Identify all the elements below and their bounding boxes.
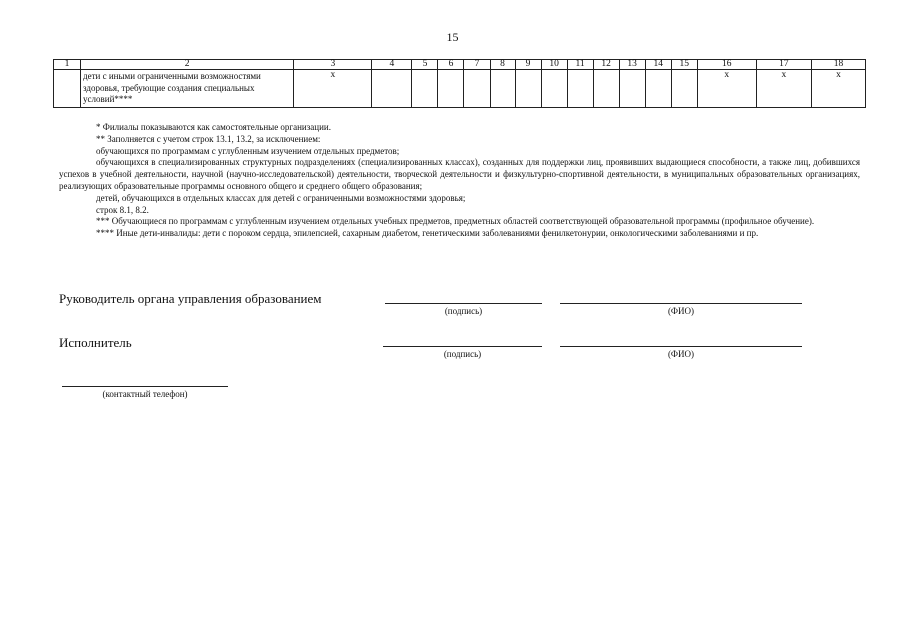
footnote: * Филиалы показываются как самостоятельные организации. — [96, 122, 332, 132]
table-cell: х — [294, 70, 372, 108]
table-cell — [619, 70, 645, 108]
table-cell — [645, 70, 671, 108]
footnote: обучающихся по программам с углубленным изучением отдельных предметов; — [96, 145, 400, 156]
column-number: 11 — [567, 60, 593, 70]
table-cell — [541, 70, 567, 108]
column-number: 4 — [372, 60, 412, 70]
column-number: 1 — [54, 60, 81, 70]
data-table — [53, 59, 866, 108]
table-cell — [593, 70, 619, 108]
table-cell — [438, 70, 464, 108]
name-caption: (ФИО) — [667, 349, 695, 359]
column-number: 6 — [438, 60, 464, 70]
footnote: строк 8.1, 8.2. — [96, 204, 149, 215]
table-cell — [515, 70, 541, 108]
table-cell: х — [697, 70, 756, 108]
column-number: 7 — [464, 60, 490, 70]
table-cell — [671, 70, 697, 108]
table-cell — [567, 70, 593, 108]
table-cell — [54, 70, 81, 108]
table-cell — [412, 70, 438, 108]
page-number: 15 — [446, 30, 459, 44]
row-description: дети с иными ограниченными возможностями здоровья, требующие создания специальных условий**** — [81, 70, 294, 108]
phone-caption: (контактный телефон) — [102, 389, 188, 399]
head-name-line — [560, 303, 802, 304]
signature-caption: (подпись) — [443, 349, 482, 359]
column-number: 16 — [697, 60, 756, 70]
table-cell: х — [811, 70, 865, 108]
table-cell: х — [756, 70, 811, 108]
executor-label: Исполнитель — [59, 335, 132, 350]
executor-name-line — [560, 346, 802, 347]
signature-caption: (подпись) — [444, 306, 483, 316]
column-number: 9 — [515, 60, 541, 70]
head-signature-line — [385, 303, 542, 304]
column-number: 18 — [811, 60, 865, 70]
column-number: 14 — [645, 60, 671, 70]
phone-line — [62, 386, 228, 387]
column-number: 13 — [619, 60, 645, 70]
column-number: 2 — [81, 60, 294, 70]
footnote: **** Иные дети-инвалиды: дети с пороком сердца, эпилепсией, сахарным диабетом, генетическими заболеваниями фенилкетонурии, онкологическими заболеваниями и пр. — [96, 228, 759, 239]
column-number: 17 — [756, 60, 811, 70]
footnote: детей, обучающихся в отдельных классах для детей с ограниченными возможностями здоровья; — [96, 192, 466, 203]
column-number: 8 — [490, 60, 515, 70]
column-number: 12 — [593, 60, 619, 70]
column-number: 5 — [412, 60, 438, 70]
column-number: 15 — [671, 60, 697, 70]
footnote: *** Обучающиеся по программам с углубленным изучением отдельных учебных предметов, предметных областей соответствующей образовательной программы (профильное обучение). — [96, 216, 815, 227]
table-header-row — [54, 60, 866, 70]
table-cell — [490, 70, 515, 108]
name-caption: (ФИО) — [667, 306, 695, 316]
footnotes — [59, 122, 860, 240]
column-number: 10 — [541, 60, 567, 70]
table-cell — [372, 70, 412, 108]
table-cell — [464, 70, 490, 108]
executor-signature-line — [383, 346, 542, 347]
footnote: ** Заполняется с учетом строк 13.1, 13.2, за исключением: — [96, 133, 321, 144]
head-signature-label: Руководитель органа управления образованием — [59, 291, 322, 306]
column-number: 3 — [294, 60, 372, 70]
footnote: обучающихся в специализированных структурных подразделениях (специализированных классах), созданных для поддержки лиц, проявивших выдающиеся способности, а также лиц, добившихся успехов в учебной деятельности, научной (научно-исследовательской) деятельности, творческой деятельности и физкультурно-спортивной деятельности, в муниципальных образовательных организациях, реализующих образовательные программы основного общего и среднего общего образования; — [59, 157, 860, 191]
table-row — [54, 70, 866, 108]
